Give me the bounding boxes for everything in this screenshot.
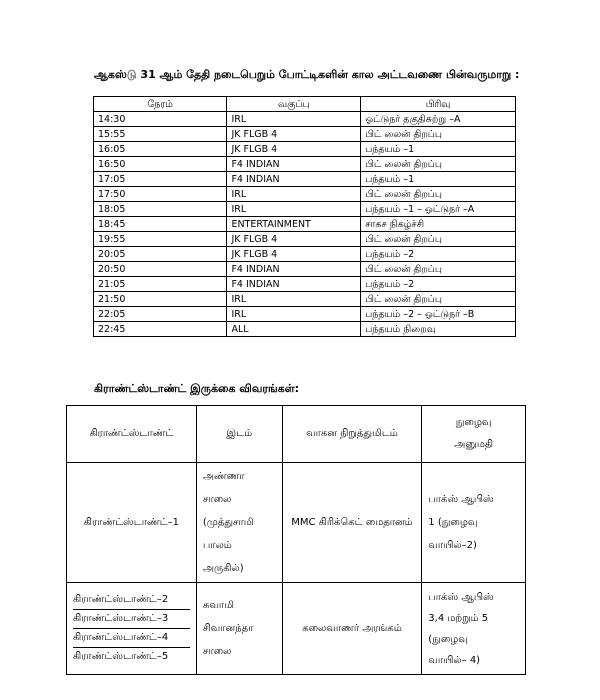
time-cell: 15:55 (94, 127, 227, 142)
schedule-row (94, 202, 516, 217)
entry-line: பாக்ஸ் ஆபிஸ் (428, 494, 494, 505)
class-cell: IRL (227, 202, 361, 217)
parking-cell: கலைவாணர் அரங்கம் (282, 583, 422, 675)
schedule-row (94, 307, 516, 322)
time-cell: 21:05 (94, 277, 227, 292)
time-cell: 21:50 (94, 292, 227, 307)
schedule-row (94, 187, 516, 202)
entry-line: 3,4 மற்றும் 5 (428, 612, 489, 624)
entry-cell (422, 583, 526, 675)
time-cell: 18:05 (94, 202, 227, 217)
time-column-header: நேரம் (94, 97, 227, 112)
session-cell: பிட் லைன் திறப்பு (361, 232, 516, 247)
class-cell: JK FLGB 4 (227, 142, 361, 157)
schedule-header-row (94, 97, 516, 112)
class-cell: JK FLGB 4 (227, 247, 361, 262)
time-cell: 19:55 (94, 232, 227, 247)
stand-name: கிராண்ட்ஸ்டாண்ட்–2 (73, 594, 169, 605)
entry-header-line: அனுமதி (454, 439, 494, 450)
schedule-row (94, 172, 516, 187)
grandstand-row (67, 463, 526, 583)
entry-line: வாயில்–2) (428, 540, 477, 551)
entry-line: (நுழைவு (428, 633, 468, 645)
schedule-row (94, 142, 516, 157)
schedule-row (94, 322, 516, 337)
time-cell: 20:50 (94, 262, 227, 277)
session-cell: பிட் லைன் திறப்பு (361, 187, 516, 202)
place-line: (முத்துசாமி பாலம் (202, 517, 254, 551)
class-cell: JK FLGB 4 (227, 127, 361, 142)
schedule-row (94, 247, 516, 262)
grandstand-table (66, 405, 526, 675)
entry-column-header (422, 406, 526, 463)
session-cell: பந்தயம் –1 (361, 142, 516, 157)
session-cell: சாகச நிகழ்ச்சி (361, 217, 516, 232)
stand-name: கிராண்ட்ஸ்டாண்ட்–4 (73, 628, 190, 647)
time-cell: 20:05 (94, 247, 227, 262)
stand-name: கிராண்ட்ஸ்டாண்ட்–3 (73, 609, 190, 628)
session-cell: பந்தயம் –2 (361, 247, 516, 262)
schedule-row (94, 292, 516, 307)
place-column-header: இடம் (196, 406, 282, 463)
session-cell: பந்தயம் –2 – ஓட்டுநர் –B (361, 307, 516, 322)
schedule-row (94, 127, 516, 142)
place-line: சுவாமி (202, 600, 234, 611)
session-cell: ஓட்டுநர் தகுதிசுற்று –A (361, 112, 516, 127)
grandstand-heading: கிராண்ட்ஸ்டாண்ட் இருக்கை விவரங்கள்: (94, 382, 300, 395)
place-line: சாலை (202, 646, 232, 657)
session-cell: பிட் லைன் திறப்பு (361, 262, 516, 277)
class-cell: F4 INDIAN (227, 277, 361, 292)
entry-line: 1 (நுழைவு (428, 517, 478, 528)
class-column-header: வகுப்பு (227, 97, 361, 112)
session-cell: பிட் லைன் திறப்பு (361, 157, 516, 172)
time-cell: 17:50 (94, 187, 227, 202)
place-cell (196, 463, 282, 583)
session-column-header: பிரிவு (361, 97, 516, 112)
entry-line: வாயில்– 4) (428, 654, 481, 666)
time-cell: 18:45 (94, 217, 227, 232)
session-cell: பந்தயம் நிறைவு (361, 322, 516, 337)
entry-line: பாக்ஸ் ஆபிஸ் (428, 591, 494, 603)
time-cell: 14:30 (94, 112, 227, 127)
class-cell: ALL (227, 322, 361, 337)
grandstand-row (67, 583, 526, 675)
session-cell: பந்தயம் –1 – ஓட்டுநர் –A (361, 202, 516, 217)
time-cell: 22:45 (94, 322, 227, 337)
parking-cell: MMC கிரிக்கெட் மைதானம் (282, 463, 422, 583)
stand-name-group-cell (67, 583, 197, 675)
class-cell: IRL (227, 292, 361, 307)
place-cell (196, 583, 282, 675)
time-cell: 17:05 (94, 172, 227, 187)
place-line: சிவானந்தா (202, 623, 254, 634)
place-line: அருகில்) (202, 563, 244, 574)
class-cell: IRL (227, 187, 361, 202)
stand-column-header: கிராண்ட்ஸ்டாண்ட் (67, 406, 197, 463)
stand-name-cell: கிராண்ட்ஸ்டாண்ட்–1 (67, 463, 197, 583)
time-cell: 16:05 (94, 142, 227, 157)
schedule-row (94, 262, 516, 277)
time-cell: 22:05 (94, 307, 227, 322)
place-line: அண்ணா சாலை (202, 471, 245, 505)
grandstand-header-row (67, 406, 526, 463)
class-cell: F4 INDIAN (227, 262, 361, 277)
schedule-row (94, 217, 516, 232)
class-cell: IRL (227, 307, 361, 322)
class-cell: F4 INDIAN (227, 172, 361, 187)
time-cell: 16:50 (94, 157, 227, 172)
schedule-row (94, 157, 516, 172)
stand-name: கிராண்ட்ஸ்டாண்ட்–5 (73, 647, 190, 666)
class-cell: F4 INDIAN (227, 157, 361, 172)
class-cell: JK FLGB 4 (227, 232, 361, 247)
class-cell: IRL (227, 112, 361, 127)
session-cell: பிட் லைன் திறப்பு (361, 292, 516, 307)
schedule-table (93, 96, 516, 337)
class-cell: ENTERTAINMENT (227, 217, 361, 232)
schedule-row (94, 232, 516, 247)
schedule-heading: ஆகஸ்டு 31 ஆம் தேதி நடைபெறும் போட்டிகளின் கால அட்டவணை பின்வருமாறு : (94, 68, 520, 81)
session-cell: பந்தயம் –2 (361, 277, 516, 292)
session-cell: பிட் லைன் திறப்பு (361, 127, 516, 142)
parking-column-header: வாகன நிறுத்துமிடம் (282, 406, 422, 463)
entry-header-line: நுழைவு (455, 417, 492, 428)
entry-cell (422, 463, 526, 583)
session-cell: பந்தயம் –1 (361, 172, 516, 187)
schedule-row (94, 277, 516, 292)
schedule-row (94, 112, 516, 127)
